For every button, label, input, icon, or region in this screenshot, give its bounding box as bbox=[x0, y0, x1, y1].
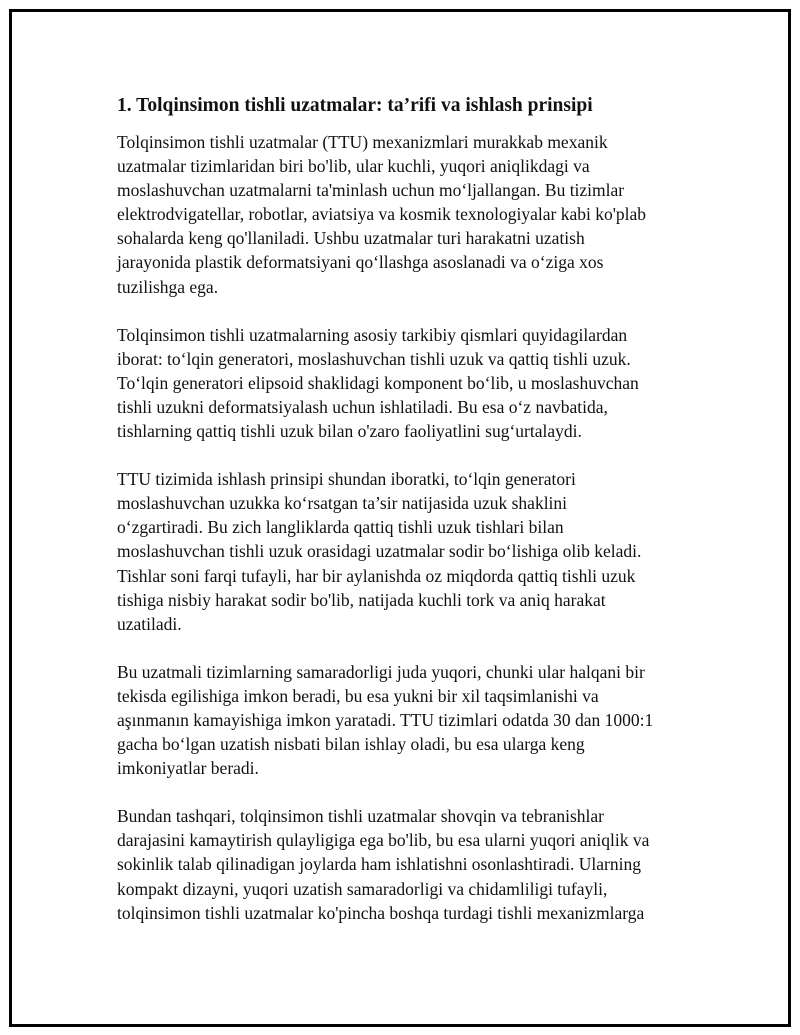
text-line: jarayonida plastik deformatsiyani qo‘llashga asoslanadi va o‘ziga xos bbox=[117, 252, 604, 273]
text-line: o‘zgartiradi. Bu zich langliklarda qattiq tishli uzuk tishlari bilan bbox=[117, 517, 564, 538]
paragraph bbox=[117, 660, 687, 780]
text-line: aşınmanın kamayishiga imkon yaratadi. TTU tizimlari odatda 30 dan 1000:1 bbox=[117, 709, 654, 730]
text-line: tolqinsimon tishli uzatmalar ko'pincha boshqa turdagi tishli mexanizmlarga bbox=[117, 902, 645, 923]
text-line: moslashuvchan tishli uzuk orasidagi uzatmalar sodir bo‘lishiga olib keladi. bbox=[117, 541, 642, 562]
paragraph bbox=[117, 323, 687, 443]
text-line: sohalarda keng qo'llaniladi. Ushbu uzatmalar turi harakatni uzatish bbox=[117, 228, 585, 249]
text-line: tishiga nisbiy harakat sodir bo'lib, natijada kuchli tork va aniq harakat bbox=[117, 589, 606, 610]
paragraph bbox=[117, 804, 687, 924]
text-line: uzatmalar tizimlaridan biri bo'lib, ular kuchli, yuqori aniqlikdagi va bbox=[117, 156, 590, 177]
text-line: Tolqinsimon tishli uzatmalar (TTU) mexanizmlari murakkab mexanik bbox=[117, 132, 608, 152]
text-line: Tishlar soni farqi tufayli, har bir aylanishda oz miqdorda qattiq tishli uzuk bbox=[117, 565, 636, 586]
text-line: To‘lqin generatori elipsoid shaklidagi komponent bo‘lib, u moslashuvchan bbox=[117, 372, 639, 393]
text-line: elektrodvigatellar, robotlar, aviatsiya va kosmik texnologiyalar kabi ko'plab bbox=[117, 204, 647, 225]
text-line: moslashuvchan uzatmalarni ta'minlash uchun mo‘ljallangan. Bu tizimlar bbox=[117, 180, 625, 201]
text-line: iborat: to‘lqin generatori, moslashuvchan tishli uzuk va qattiq tishli uzuk. bbox=[117, 348, 631, 369]
text-line: imkoniyatlar beradi. bbox=[117, 758, 259, 779]
text-line: moslashuvchan uzukka ko‘rsatgan ta’sir natijasida uzuk shaklini bbox=[117, 493, 568, 514]
paragraph bbox=[117, 130, 687, 299]
text-line: Tolqinsimon tishli uzatmalarning asosiy tarkibiy qismlari quyidagilardan bbox=[117, 324, 628, 345]
text-line: TTU tizimida ishlash prinsipi shundan iboratki, to‘lqin generatori bbox=[117, 469, 576, 490]
text-line: tekisda egilishiga imkon beradi, bu esa yukni bir xil taqsimlanishi va bbox=[117, 685, 599, 706]
text-line: Bu uzatmali tizimlarning samaradorligi juda yuqori, chunki ular halqani bir bbox=[117, 661, 645, 682]
text-line: sokinlik talab qilinadigan joylarda ham ishlatishni osonlashtiradi. Ularning bbox=[117, 854, 641, 875]
text-line: gacha bo‘lgan uzatish nisbati bilan ishlay oladi, bu esa ularga keng bbox=[117, 734, 585, 755]
text-line: Bundan tashqari, tolqinsimon tishli uzatmalar shovqin va tebranishlar bbox=[117, 806, 604, 827]
paragraph bbox=[117, 467, 687, 636]
text-line: tishli uzukni deformatsiyalash uchun ishlatiladi. Bu esa o‘z navbatida, bbox=[117, 396, 608, 417]
document-body bbox=[117, 93, 687, 949]
text-line: tuzilishga ega. bbox=[117, 276, 219, 297]
text-line: darajasini kamaytirish qulayligiga ega bo'lib, bu esa ularni yuqori aniqlik va bbox=[117, 830, 650, 851]
section-heading: 1. Tolqinsimon tishli uzatmalar: ta’rifi va ishlash prinsipi bbox=[117, 95, 593, 116]
text-line: tishlarning qattiq tishli uzuk bilan o'zaro faoliyatlini sug‘urtalaydi. bbox=[117, 421, 582, 442]
text-line: uzatiladi. bbox=[117, 613, 182, 634]
text-line: kompakt dizayni, yuqori uzatish samaradorligi va chidamliligi tufayli, bbox=[117, 878, 608, 899]
